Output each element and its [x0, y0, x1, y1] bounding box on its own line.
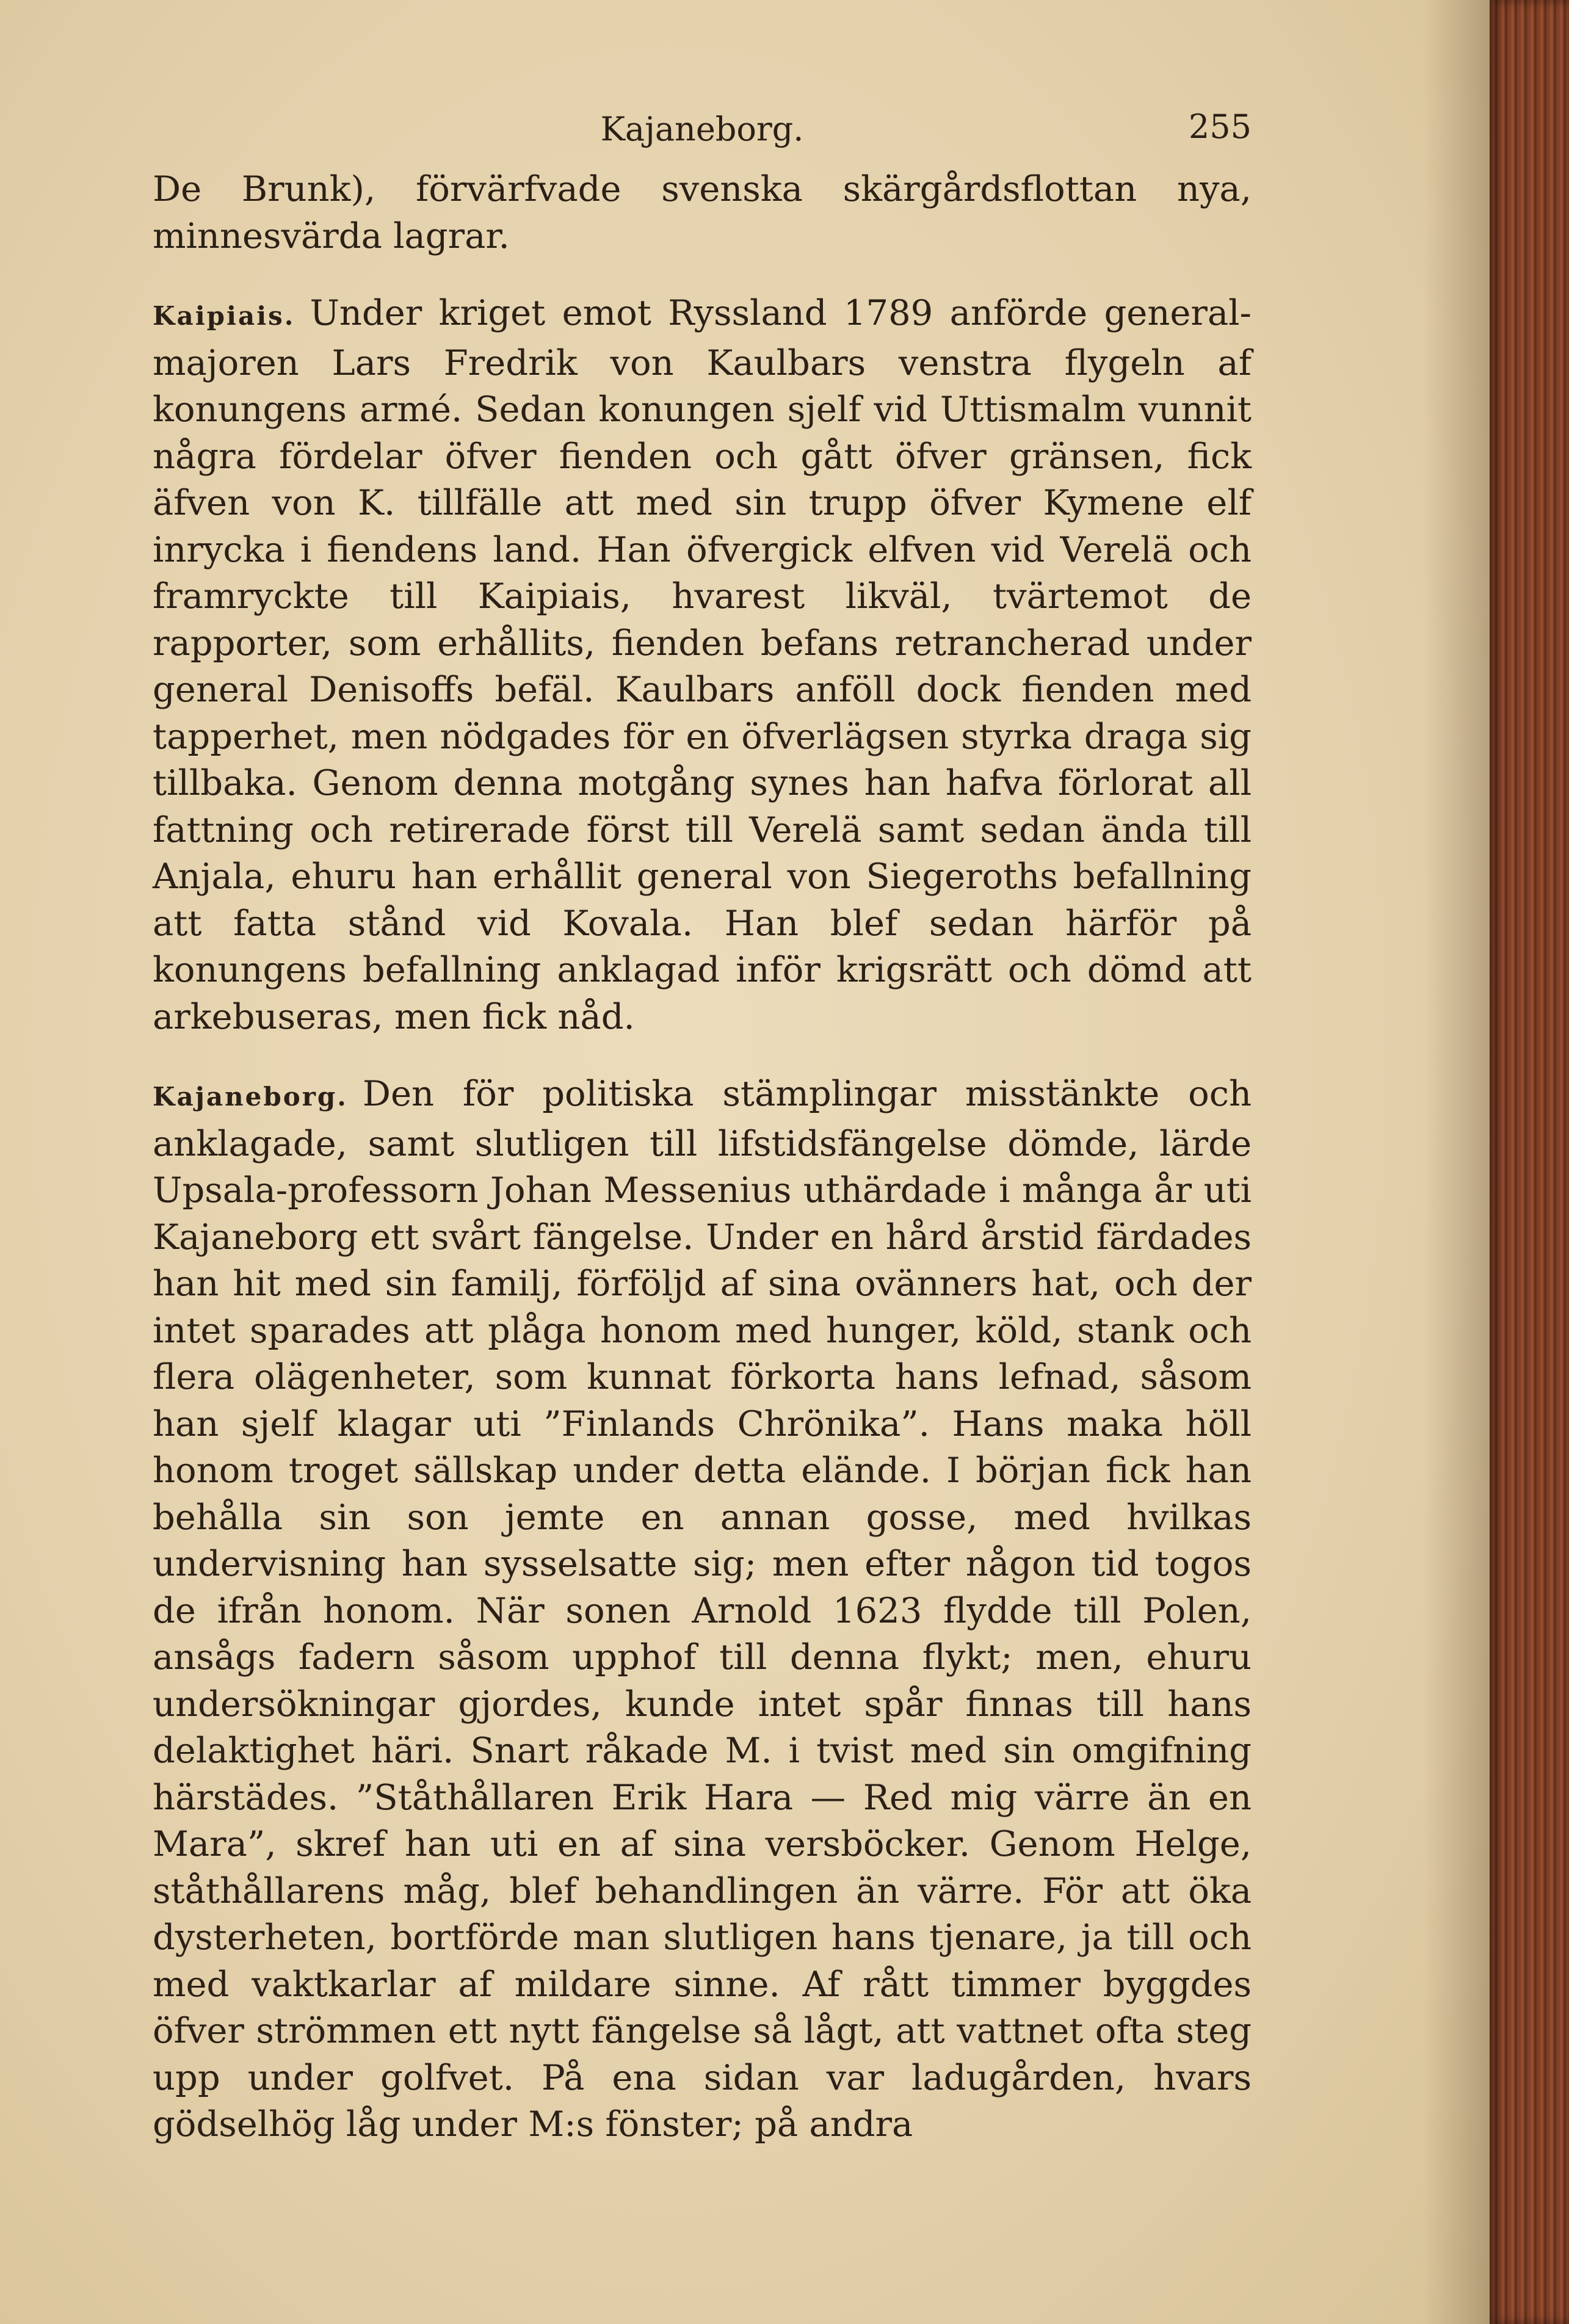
- entry-kajaneborg: [153, 1071, 1252, 2148]
- paragraph-continuation: [153, 166, 1252, 259]
- paragraph-text: De Brunk), förvärfvade svenska skärgårdsflottan nya, minnesvärda lagrar.: [153, 168, 1252, 256]
- page-header: [153, 92, 1252, 159]
- paragraph-text: Under kriget emot Ryssland 1789 anförde general-majoren Lars Fredrik von Kaulbars venstra flygeln af konungens armé. Sedan konungen sjelf vid Uttismalm vunnit några fördelar öfver fienden och gått öfver gränsen, fick äfven von K. tillfälle att med sin trupp öfver Kymene elf inrycka i fiendens land. Han öfvergick elfven vid Verelä och framryckte till Kaipiais, hvarest likväl, tvärtemot de rapporter, som erhållits, fienden befans retrancherad under general Denisoffs befäl. Kaulbars anföll dock fienden med tapperhet, men nödgades för en öfverlägsen styrka draga sig tillbaka. Genom denna motgång synes han hafva förlorat all fattning och retirerade först till Verelä samt sedan ända till Anjala, ehuru han erhållit general von Siegeroths befallning att fatta stånd vid Kovala. Han blef sedan härför på konungens befallning anklagad inför krigsrätt och dömd att arkebuseras, men fick nåd.: [153, 292, 1252, 1037]
- entry-headword: Kaipiais.: [153, 301, 295, 331]
- entry-headword: Kajaneborg.: [153, 1082, 348, 1112]
- entry-kaipiais: [153, 290, 1252, 1040]
- page-body: [153, 166, 1252, 2148]
- paragraph-text: Den för politiska stämplingar misstänkte och anklagade, samt slutligen till lifstidsfängelse dömde, lärde Upsala-professorn Johan Messenius uthärdade i många år uti Kajaneborg ett svårt fängelse. Under en hård årstid färdades han hit med sin familj, förföljd af sina ovänners hat, och der intet sparades att plåga honom med hunger, köld, stank och flera olägenheter, som kunnat förkorta hans lefnad, såsom han sjelf klagar uti ”Finlands Chrönika”. Hans maka höll honom troget sällskap under detta elände. I början fick han behålla sin son jemte en annan gosse, med hvilkas undervisning han sysselsatte sig; men efter någon tid togos de ifrån honom. När sonen Arnold 1623 flydde till Polen, ansågs fadern såsom upphof till denna flykt; men, ehuru undersökningar gjordes, kunde intet spår finnas till hans delaktighet häri. Snart råkade M. i tvist med sin omgifning härstädes. ”Ståthållaren Erik Hara — Red mig värre än en Mara”, skref han uti en af sina versböcker. Genom Helge, ståthållarens måg, blef behandlingen än värre. För att öka dysterheten, bortförde man slutligen hans tjenare, ja till och med vaktkarlar af mildare sinne. Af rått timmer byggdes öfver strömmen ett nytt fängelse så lågt, att vattnet ofta steg upp under golfvet. På ena sidan var ladugården, hvars gödselhög låg under M:s fönster; på andra: [153, 1073, 1252, 2145]
- page-number: 255: [1188, 107, 1252, 146]
- running-title: Kajaneborg.: [600, 110, 804, 148]
- book-page-edges: [1490, 0, 1569, 2324]
- page-gutter-shadow: [1422, 0, 1490, 2324]
